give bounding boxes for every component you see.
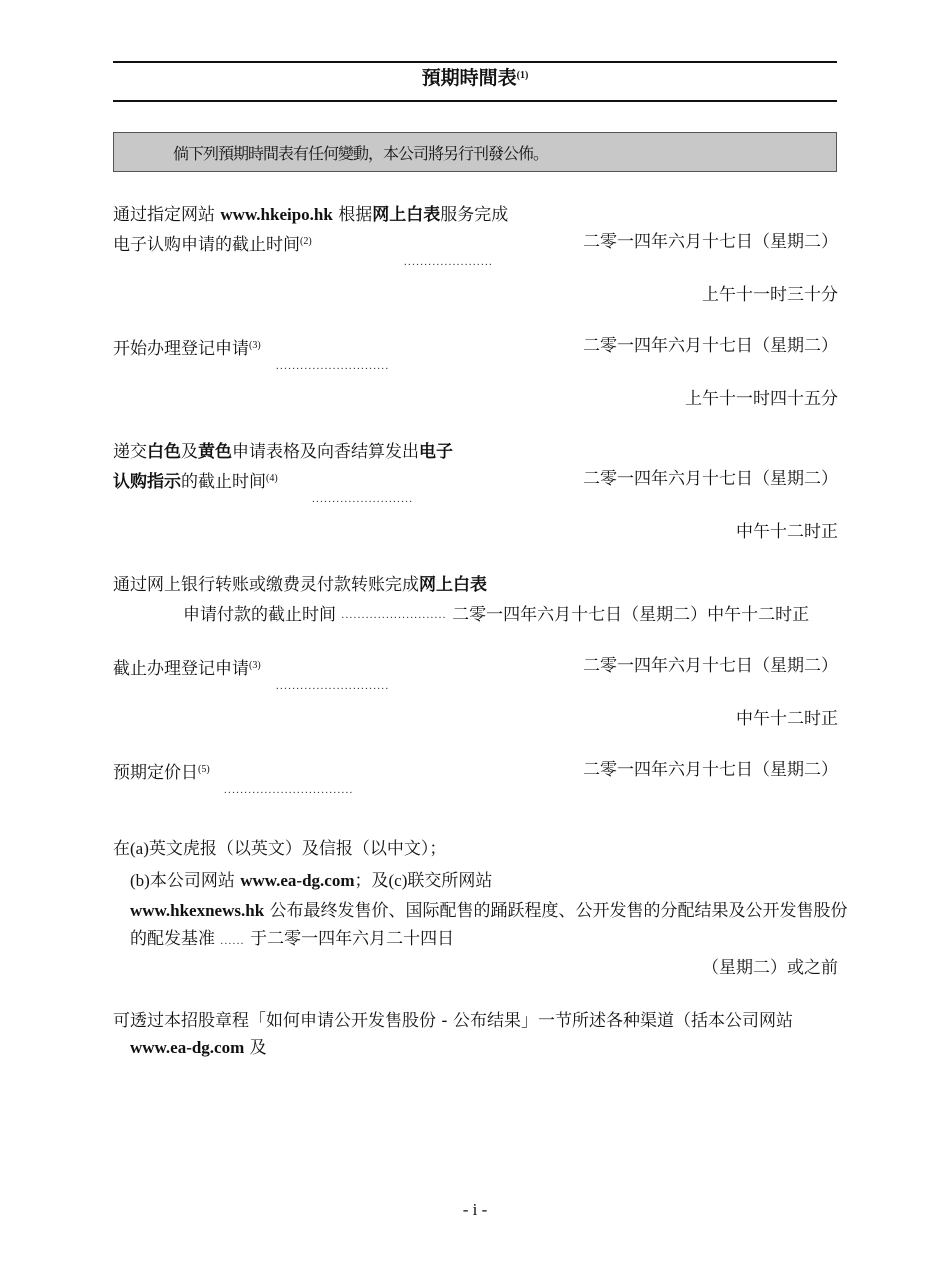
channels-line2: www.ea-dg.com 及 (130, 1038, 267, 1058)
row5-date: 二零一四年六月十七日（星期二） (583, 656, 838, 676)
leader-dots: ............................ (276, 680, 390, 692)
row2-time: 上午十一时四十五分 (685, 389, 838, 409)
row1-time: 上午十一时三十分 (702, 285, 838, 305)
leader-dots: ............................ (276, 360, 390, 372)
announce-line3: www.hkexnews.hk 公布最终发售价、国际配售的踊跃程度、公开发售的分配结果及公开发售股份 (130, 901, 848, 921)
announce-line1: 在(a)英文虎报（以英文）及信报（以中文）； (113, 839, 447, 859)
row4-line2: 申请付款的截止时间 .......................... 二零一四年六月十七日（星期二）中午十二时正 (183, 605, 810, 625)
row5-time: 中午十二时正 (736, 709, 838, 729)
page-title: 預期時間表$^{(1)}$ (421, 67, 529, 89)
leader-dots: ................................ (224, 784, 354, 796)
top-rule (113, 61, 837, 63)
row2-date: 二零一四年六月十七日（星期二） (583, 336, 838, 356)
row3-date: 二零一四年六月十七日（星期二） (583, 469, 838, 489)
announce-line2: (b)本公司网站 www.ea-dg.com；及(c)联交所网站 (130, 871, 493, 891)
row3-line1: 递交白色及黄色申请表格及向香结算发出电子 (113, 442, 453, 462)
row6-label: 预期定价日$^{(5)}$ (113, 763, 210, 783)
notice-box (113, 132, 837, 172)
leader-dots: ...................... (404, 256, 494, 268)
announce-date: （星期二）或之前 (702, 958, 838, 978)
announce-line4: 的配发基准 ...... 于二零一四年六月二十四日 (130, 929, 455, 949)
row1-line1: 通过指定网站 www.hkeipo.hk 根据网上白表服务完成 (113, 205, 509, 225)
row3-label: 认购指示的截止时间$^{(4)}$ (113, 472, 278, 492)
row6-date: 二零一四年六月十七日（星期二） (583, 760, 838, 780)
row3-time: 中午十二时正 (736, 522, 838, 542)
row4-line1: 通过网上银行转账或缴费灵付款转账完成网上白表 (113, 575, 487, 595)
row1-date: 二零一四年六月十七日（星期二） (583, 232, 838, 252)
notice-text: 倘下列預期時間表有任何變動，本公司將另行刊發公佈。 (173, 144, 549, 163)
row2-label: 开始办理登记申请$^{(3)}$ (113, 339, 261, 359)
row5-label: 截止办理登记申请$^{(3)}$ (113, 659, 261, 679)
channels-line1: 可透过本招股章程「如何申请公开发售股份 - 公布结果」一节所述各种渠道（括本公司网站 (113, 1011, 793, 1031)
leader-dots: ......................... (312, 493, 414, 505)
row1-label: 电子认购申请的截止时间$^{(2)}$ (113, 235, 312, 255)
page-number: - i - (462, 1200, 488, 1219)
bottom-rule (113, 100, 837, 102)
